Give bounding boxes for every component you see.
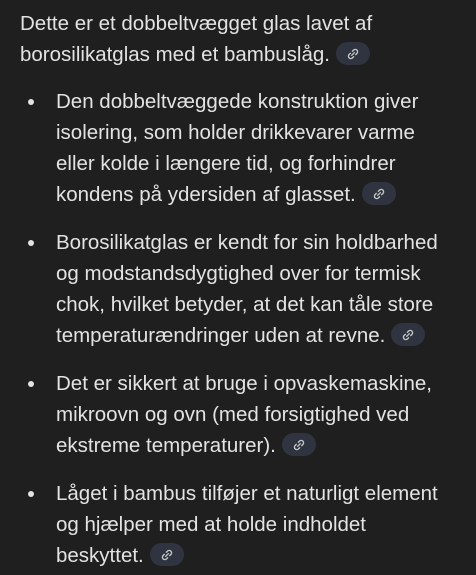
link-icon	[292, 438, 306, 452]
bullet-dot	[28, 381, 34, 387]
link-icon	[401, 328, 415, 342]
link-icon	[372, 187, 386, 201]
intro-text: Dette er et dobbeltvægget glas lavet af borosilikatglas med et bambuslåg.	[20, 12, 373, 66]
source-link-button[interactable]	[336, 42, 370, 65]
list-item	[20, 86, 456, 210]
link-icon	[160, 548, 174, 562]
source-link-button[interactable]	[150, 543, 184, 566]
list-item-text: Låget i bambus tilføjer et naturligt element og hjælper med at holde indholdet beskyttet.	[56, 482, 438, 567]
list-item-text: Borosilikatglas er kendt for sin holdbarhed og modstandsdygtighed over for termisk chok, hvilket betyder, at det kan tåle store temperaturændringer uden at revne.	[56, 231, 438, 347]
bullet-dot	[28, 99, 34, 105]
list-item	[20, 368, 456, 461]
source-link-button[interactable]	[362, 182, 396, 205]
bullet-dot	[28, 240, 34, 246]
list-item-text: Den dobbeltvæggede konstruktion giver isolering, som holder drikkevarer varme eller kolde i længere tid, og forhindrer kondens på ydersiden af glasset.	[56, 90, 419, 206]
source-link-button[interactable]	[282, 433, 316, 456]
list-item	[20, 478, 456, 571]
intro-paragraph	[20, 8, 456, 70]
link-icon	[346, 47, 360, 61]
source-link-button[interactable]	[391, 323, 425, 346]
list-item	[20, 227, 456, 351]
list-item-text: Det er sikkert at bruge i opvaskemaskine, mikroovn og ovn (med forsigtighed ved ekstreme temperaturer).	[56, 372, 432, 457]
bullet-list	[20, 86, 456, 571]
bullet-dot	[28, 491, 34, 497]
